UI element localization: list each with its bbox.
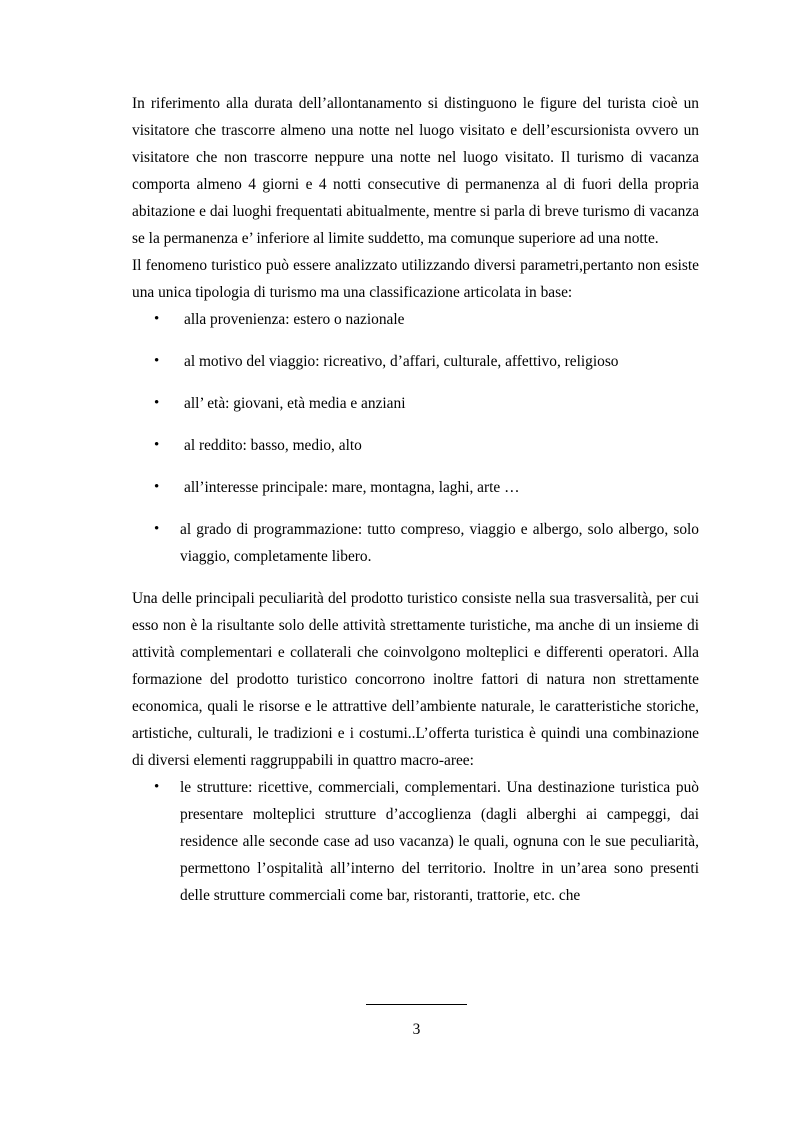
list-item	[132, 516, 699, 570]
classification-list	[132, 306, 699, 570]
bullet-icon: •	[154, 521, 160, 537]
bullet-icon: •	[154, 353, 160, 369]
classification-paragraph: Il fenomeno turistico può essere analizzato utilizzando diversi parametri,pertanto non esiste una unica tipologia di turismo ma una classificazione articolata in base:	[132, 257, 699, 301]
list-item	[132, 432, 699, 459]
list-item	[132, 306, 699, 333]
bullet-icon: •	[154, 311, 160, 327]
list-item-text: all’interesse principale: mare, montagna, laghi, arte …	[184, 479, 520, 496]
list-item	[132, 774, 699, 909]
page-body	[132, 90, 699, 909]
list-item-text: le strutture: ricettive, commerciali, complementari. Una destinazione turistica può presentare molteplici strutture d’accoglienza (dagli alberghi ai campeggi, dai residence alle seconde case ad uso vacanza) le quali, ognuna con le sue peculiarità, permettono l’ospitalità all’interno del territorio. Inoltre in un’area sono presenti delle strutture commerciali come bar, ristoranti, trattorie, etc. che	[180, 779, 699, 904]
macro-areas-list	[132, 774, 699, 909]
bullet-icon: •	[154, 479, 160, 495]
bullet-icon: •	[154, 779, 160, 795]
list-item-text: al reddito: basso, medio, alto	[184, 437, 362, 454]
page-number: 3	[412, 1021, 421, 1038]
list-item	[132, 474, 699, 501]
bullet-icon: •	[154, 395, 160, 411]
list-item	[132, 348, 699, 375]
intro-paragraph: In riferimento alla durata dell’allontanamento si distinguono le figure del turista cioè un visitatore che trascorre almeno una notte nel luogo visitato e dell’escursionista ovvero un visitatore che non trascorre neppure una notte nel luogo visitato. Il turismo di vacanza comporta almeno 4 giorni e 4 notti consecutive di permanenza al di fuori della propria abitazione e dai luoghi frequentati abitualmente, mentre si parla di breve turismo di vacanza se la permanenza e’ inferiore al limite suddetto, ma comunque superiore ad una notte.	[132, 95, 699, 247]
product-paragraph: Una delle principali peculiarità del prodotto turistico consiste nella sua trasversalità, per cui esso non è la risultante solo delle attività strettamente turistiche, ma anche di un insieme di attività complementari e collaterali che coinvolgono molteplici e differenti operatori. Alla formazione del prodotto turistico concorrono inoltre fattori di natura non strettamente economica, quali le risorse e le attrattive dell’ambiente naturale, le caratteristiche storiche, artistiche, culturali, le tradizioni e i costumi..L’offerta turistica è quindi una combinazione di diversi elementi raggruppabili in quattro macro-aree:	[132, 590, 699, 769]
list-item-text: alla provenienza: estero o nazionale	[184, 311, 405, 328]
list-item-text: al motivo del viaggio: ricreativo, d’affari, culturale, affettivo, religioso	[184, 353, 619, 370]
bullet-icon: •	[154, 437, 160, 453]
list-item	[132, 390, 699, 417]
list-item-text: all’ età: giovani, età media e anziani	[184, 395, 406, 412]
footnote-rule	[366, 1004, 467, 1005]
list-item-text: al grado di programmazione: tutto compreso, viaggio e albergo, solo albergo, solo viaggio, completamente libero.	[180, 521, 699, 565]
